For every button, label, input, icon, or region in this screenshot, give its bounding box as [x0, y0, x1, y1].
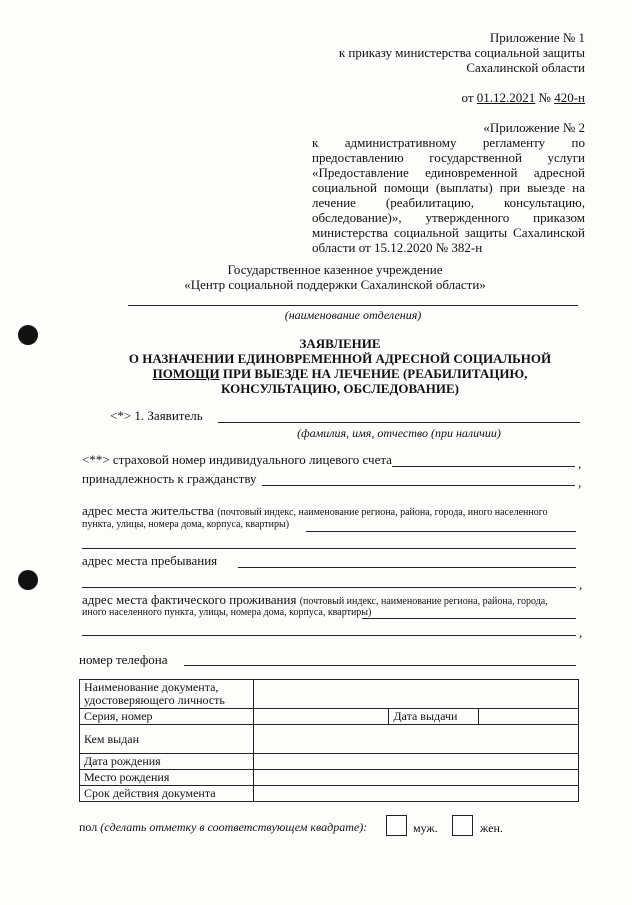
stay-label: адрес места пребывания [82, 553, 218, 568]
residence-label-row [82, 503, 577, 519]
validity-value[interactable] [253, 786, 578, 802]
table-row [80, 754, 579, 770]
citizenship-comma: , [578, 475, 582, 490]
stay-field-2[interactable] [82, 587, 576, 588]
validity-label: Срок действия документа [80, 786, 254, 802]
order-ref [380, 90, 585, 105]
statement-line-3: КОНСУЛЬТАЦИЮ, ОБСЛЕДОВАНИЕ) [220, 381, 459, 396]
punch-hole-bottom [18, 570, 38, 590]
male-label: муж. [413, 821, 438, 835]
table-row [80, 725, 579, 754]
appendix2-line-2: предоставлению государственной услуги [312, 150, 585, 165]
appendix2-line-3: «Предоставление единовременной адресной [312, 165, 585, 180]
institution-block [130, 262, 540, 292]
appendix2-line-6: обследование)», утвержденного приказом [312, 210, 585, 225]
phone-label: номер телефона [79, 652, 168, 667]
statement-line-2 [60, 366, 620, 381]
gender-hint: (сделать отметку в соответствующем квадрате): [100, 820, 368, 834]
table-row [80, 709, 579, 725]
applicant-label: <*> 1. Заявитель [110, 408, 203, 423]
order-number-prefix: № [538, 90, 551, 105]
department-field[interactable] [128, 305, 578, 306]
order-number: 420-н [554, 90, 585, 105]
header-block [300, 30, 585, 75]
female-checkbox[interactable] [452, 815, 473, 836]
issued-by-label: Кем выдан [80, 725, 254, 754]
applicant-name-field[interactable] [218, 422, 580, 423]
issue-date-label: Дата выдачи [389, 709, 479, 725]
birth-date-value[interactable] [253, 754, 578, 770]
order-date: 01.12.2021 [476, 90, 536, 105]
statement-title-block [60, 336, 620, 396]
table-row [80, 770, 579, 786]
table-row [80, 786, 579, 802]
statement-title: ЗАЯВЛЕНИЕ [299, 336, 381, 351]
citizenship-field[interactable] [262, 485, 575, 486]
residence-hint-b: пункта, улицы, номера дома, корпуса, квартиры) [82, 519, 290, 530]
table-row [80, 680, 579, 709]
actual-label: адрес места фактического проживания [82, 592, 297, 607]
appendix2-line-4: социальной помощи (выплаты) при выезде на [312, 180, 585, 195]
appendix2-last-line: области от 15.12.2020 № 382-н [312, 240, 483, 255]
series-value[interactable] [253, 709, 389, 725]
appendix2-title: «Приложение № 2 [483, 120, 585, 135]
residence-label: адрес места жительства [82, 503, 214, 518]
snils-comma: , [578, 456, 582, 471]
appendix-line-2: к приказу министерства социальной защиты [338, 45, 585, 60]
actual-field-2[interactable] [82, 635, 576, 636]
birth-place-label: Место рождения [80, 770, 254, 786]
residence-hint-a: (почтовый индекс, наименование региона, района, города, иного населенного [217, 507, 548, 518]
doc-name-value[interactable] [253, 680, 578, 709]
actual-hint-b: иного населенного пункта, улицы, номера дома, корпуса, квартиры) [82, 607, 372, 618]
gender-row [79, 820, 367, 834]
applicant-name-caption: (фамилия, имя, отчество (при наличии) [297, 426, 501, 440]
punch-hole-top [18, 325, 38, 345]
order-prefix: от [461, 90, 474, 105]
male-checkbox[interactable] [386, 815, 407, 836]
doc-name-label: Наименование документа, удостоверяющего личность [80, 680, 254, 709]
birth-date-label: Дата рождения [80, 754, 254, 770]
department-caption: (наименование отделения) [284, 308, 422, 322]
statement-line-2-rest: ПРИ ВЫЕЗДЕ НА ЛЕЧЕНИЕ (РЕАБИЛИТАЦИЮ, [219, 366, 528, 381]
institution-line-2: «Центр социальной поддержки Сахалинской области» [184, 277, 486, 292]
appendix2-line-1: к административному регламенту по [312, 135, 585, 150]
actual-comma: , [579, 625, 583, 640]
actual-label-row [82, 592, 577, 608]
appendix2-line-5: лечение (реабилитацию, консультацию, [312, 195, 585, 210]
citizenship-label: принадлежность к гражданству [82, 471, 257, 486]
issued-by-value[interactable] [253, 725, 578, 754]
statement-line-2-underlined: ПОМОЩИ [152, 366, 220, 381]
appendix2-line-7: министерства социальной защиты Сахалинской [312, 225, 585, 240]
female-label: жен. [480, 821, 503, 835]
issue-date-value[interactable] [479, 709, 579, 725]
appendix-line-3: Сахалинской области [466, 60, 585, 75]
actual-hint-a: (почтовый индекс, наименование региона, района, города, [299, 596, 548, 607]
id-document-table [79, 679, 579, 802]
series-label: Серия, номер [80, 709, 254, 725]
actual-field-1[interactable] [362, 618, 576, 619]
appendix2-block [312, 120, 585, 255]
snils-field[interactable] [392, 466, 575, 467]
institution-line-1: Государственное казенное учреждение [227, 262, 443, 277]
statement-line-1: О НАЗНАЧЕНИИ ЕДИНОВРЕМЕННОЙ АДРЕСНОЙ СОЦИАЛЬНОЙ [128, 351, 552, 366]
residence-field-1[interactable] [306, 531, 576, 532]
snils-label: <**> страховой номер индивидуального лицевого счета [82, 452, 392, 467]
residence-field-2[interactable] [82, 548, 576, 549]
gender-label: пол [79, 820, 98, 834]
birth-place-value[interactable] [253, 770, 578, 786]
stay-field-1[interactable] [238, 567, 576, 568]
phone-field[interactable] [184, 665, 576, 666]
stay-comma: , [579, 577, 583, 592]
appendix-line-1: Приложение № 1 [489, 30, 585, 45]
